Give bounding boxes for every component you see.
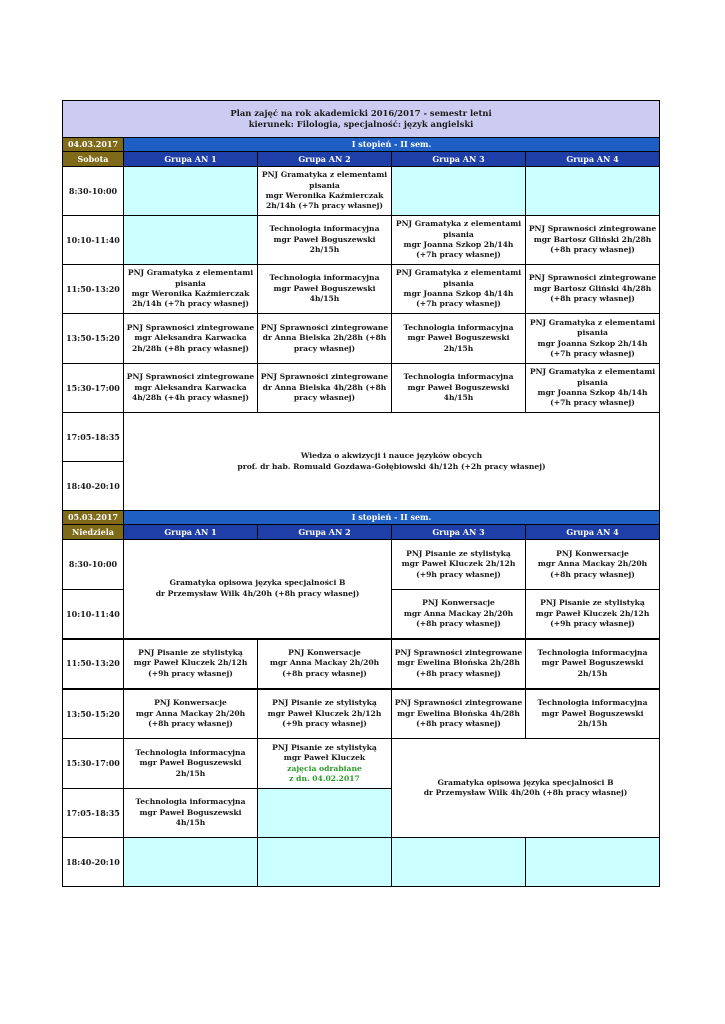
day1-slot-5-g3: Technologia informacyjna mgr Paweł Boguszewski 4h/15h <box>392 364 526 413</box>
day1-slot-1-g1 <box>124 167 258 216</box>
day1-group-2: Grupa AN 2 <box>258 152 392 167</box>
day1-slot-2-g1 <box>124 216 258 265</box>
day1-time-4: 13:50-15:20 <box>63 314 124 364</box>
title-line-1: Plan zajęć na rok akademicki 2016/2017 - semestr letni <box>230 108 492 118</box>
day2-slot-1-g3: PNJ Pisanie ze stylistyką mgr Paweł Kluczek 2h/12h (+9h pracy własnej) <box>392 540 526 590</box>
day1-time-6: 17:05-18:35 <box>63 413 124 462</box>
day1-time-7: 18:40-20:10 <box>63 462 124 511</box>
day2-group-4: Grupa AN 4 <box>526 525 660 540</box>
schedule-table <box>62 100 660 887</box>
day1-slot-4-g1: PNJ Sprawności zintegrowane mgr Aleksandra Karwacka 2h/28h (+8h pracy własnej) <box>124 314 258 364</box>
day1-group-1: Grupa AN 1 <box>124 152 258 167</box>
day2-slot-2-g4: PNJ Pisanie ze stylistyką mgr Paweł Kluczek 2h/12h (+9h pracy własnej) <box>526 590 660 639</box>
day2-time-2: 10:10-11:40 <box>63 590 124 639</box>
day2-slot-3-g1: PNJ Pisanie ze stylistyką mgr Paweł Kluczek 2h/12h (+9h pracy własnej) <box>124 639 258 689</box>
schedule-title <box>63 101 660 138</box>
day1-time-1: 8:30-10:00 <box>63 167 124 216</box>
day2-time-7: 18:40-20:10 <box>63 838 124 887</box>
day1-slot-2-g3: PNJ Gramatyka z elementami pisania mgr Joanna Szkop 2h/14h (+7h pracy własnej) <box>392 216 526 265</box>
day2-slot-7-g4 <box>526 838 660 887</box>
day2-time-1: 8:30-10:00 <box>63 540 124 590</box>
day2-slot-4-g2: PNJ Pisanie ze stylistyką mgr Paweł Kluczek 2h/12h (+9h pracy własnej) <box>258 689 392 739</box>
day1-slot-2-g2: Technologia informacyjna mgr Paweł Boguszewski 2h/15h <box>258 216 392 265</box>
day1-group-4: Grupa AN 4 <box>526 152 660 167</box>
day2-slot-6-g1: Technologia informacyjna mgr Paweł Boguszewski 4h/15h <box>124 789 258 838</box>
day1-slot-5-g2: PNJ Sprawności zintegrowane dr Anna Bielska 4h/28h (+8h pracy własnej) <box>258 364 392 413</box>
day1-slot-3-g2: Technologia informacyjna mgr Paweł Boguszewski 4h/15h <box>258 265 392 314</box>
day2-slot-3-g2: PNJ Konwersacje mgr Anna Mackay 2h/20h (+8h pracy własnej) <box>258 639 392 689</box>
day2-slot-7-g2 <box>258 838 392 887</box>
day1-slot-4-g4: PNJ Gramatyka z elementami pisania mgr Joanna Szkop 2h/14h (+7h pracy własnej) <box>526 314 660 364</box>
day1-slot-3-g4: PNJ Sprawności zintegrowane mgr Bartosz Gliński 4h/28h (+8h pracy własnej) <box>526 265 660 314</box>
day2-slot-3-g4: Technologia informacyjna mgr Paweł Boguszewski 2h/15h <box>526 639 660 689</box>
day2-slot-7-g3 <box>392 838 526 887</box>
day2-grammar-b-g3g4: Gramatyka opisowa języka specjalności B dr Przemysław Wilk 4h/20h (+8h pracy własnej) <box>392 739 660 838</box>
day1-level: I stopień - II sem. <box>124 138 660 152</box>
day2-slot-2-g3: PNJ Konwersacje mgr Anna Mackay 2h/20h (+8h pracy własnej) <box>392 590 526 639</box>
day1-slot-1-g4 <box>526 167 660 216</box>
title-line-2: kierunek: Filologia, specjalność: język angielski <box>248 119 474 129</box>
day1-weekday: Sobota <box>63 152 124 167</box>
day2-makeup-note: zajęcia odrabiane z dn. 04.02.2017 <box>287 763 362 783</box>
day2-time-4: 13:50-15:20 <box>63 689 124 739</box>
day1-group-3: Grupa AN 3 <box>392 152 526 167</box>
day2-slot-5-g1: Technologia informacyjna mgr Paweł Boguszewski 2h/15h <box>124 739 258 789</box>
day1-slot-1-g2: PNJ Gramatyka z elementami pisania mgr Weronika Kaźmierczak 2h/14h (+7h pracy własnej) <box>258 167 392 216</box>
day2-group-1: Grupa AN 1 <box>124 525 258 540</box>
day2-date: 05.03.2017 <box>63 511 124 525</box>
day2-level: I stopień - II sem. <box>124 511 660 525</box>
day1-time-3: 11:50-13:20 <box>63 265 124 314</box>
day2-time-3: 11:50-13:20 <box>63 639 124 689</box>
day1-slot-5-g1: PNJ Sprawności zintegrowane mgr Aleksandra Karwacka 4h/28h (+4h pracy własnej) <box>124 364 258 413</box>
day2-time-5: 15:30-17:00 <box>63 739 124 789</box>
day2-slot-1-g4: PNJ Konwersacje mgr Anna Mackay 2h/20h (+8h pracy własnej) <box>526 540 660 590</box>
day1-time-2: 10:10-11:40 <box>63 216 124 265</box>
day2-slot-6-g2 <box>258 789 392 838</box>
day1-slot-3-g1: PNJ Gramatyka z elementami pisania mgr Weronika Kaźmierczak 2h/14h (+7h pracy własnej) <box>124 265 258 314</box>
day2-time-6: 17:05-18:35 <box>63 789 124 838</box>
day2-weekday: Niedziela <box>63 525 124 540</box>
day1-slot-1-g3 <box>392 167 526 216</box>
day2-grammar-b-g1g2: Gramatyka opisowa języka specjalności B dr Przemysław Wilk 4h/20h (+8h pracy własnej) <box>124 540 392 639</box>
day2-group-3: Grupa AN 3 <box>392 525 526 540</box>
day2-group-2: Grupa AN 2 <box>258 525 392 540</box>
day2-slot-5-g2 <box>258 739 392 789</box>
day1-slot-2-g4: PNJ Sprawności zintegrowane mgr Bartosz Gliński 2h/28h (+8h pracy własnej) <box>526 216 660 265</box>
day1-time-5: 15:30-17:00 <box>63 364 124 413</box>
day2-slot-4-g4: Technologia informacyjna mgr Paweł Boguszewski 2h/15h <box>526 689 660 739</box>
day2-slot-3-g3: PNJ Sprawności zintegrowane mgr Ewelina Błońska 2h/28h (+8h pracy własnej) <box>392 639 526 689</box>
day1-slot-4-g3: Technologia informacyjna mgr Paweł Boguszewski 2h/15h <box>392 314 526 364</box>
day1-date: 04.03.2017 <box>63 138 124 152</box>
day2-slot-5-g2-course: PNJ Pisanie ze stylistyką mgr Paweł Kluczek <box>272 742 377 763</box>
day2-slot-7-g1 <box>124 838 258 887</box>
day2-slot-4-g1: PNJ Konwersacje mgr Anna Mackay 2h/20h (+8h pracy własnej) <box>124 689 258 739</box>
day1-slot-3-g3: PNJ Gramatyka z elementami pisania mgr Joanna Szkop 4h/14h (+7h pracy własnej) <box>392 265 526 314</box>
day1-slot-4-g2: PNJ Sprawności zintegrowane dr Anna Bielska 2h/28h (+8h pracy własnej) <box>258 314 392 364</box>
day2-slot-4-g3: PNJ Sprawności zintegrowane mgr Ewelina Błońska 4h/28h (+8h pracy własnej) <box>392 689 526 739</box>
day1-lecture: Wiedza o akwizycji i nauce języków obcych prof. dr hab. Romuald Gozdawa-Gołębiowski 4h/12h (+2h pracy własnej) <box>124 413 660 511</box>
day1-slot-5-g4: PNJ Gramatyka z elementami pisania mgr Joanna Szkop 4h/14h (+7h pracy własnej) <box>526 364 660 413</box>
